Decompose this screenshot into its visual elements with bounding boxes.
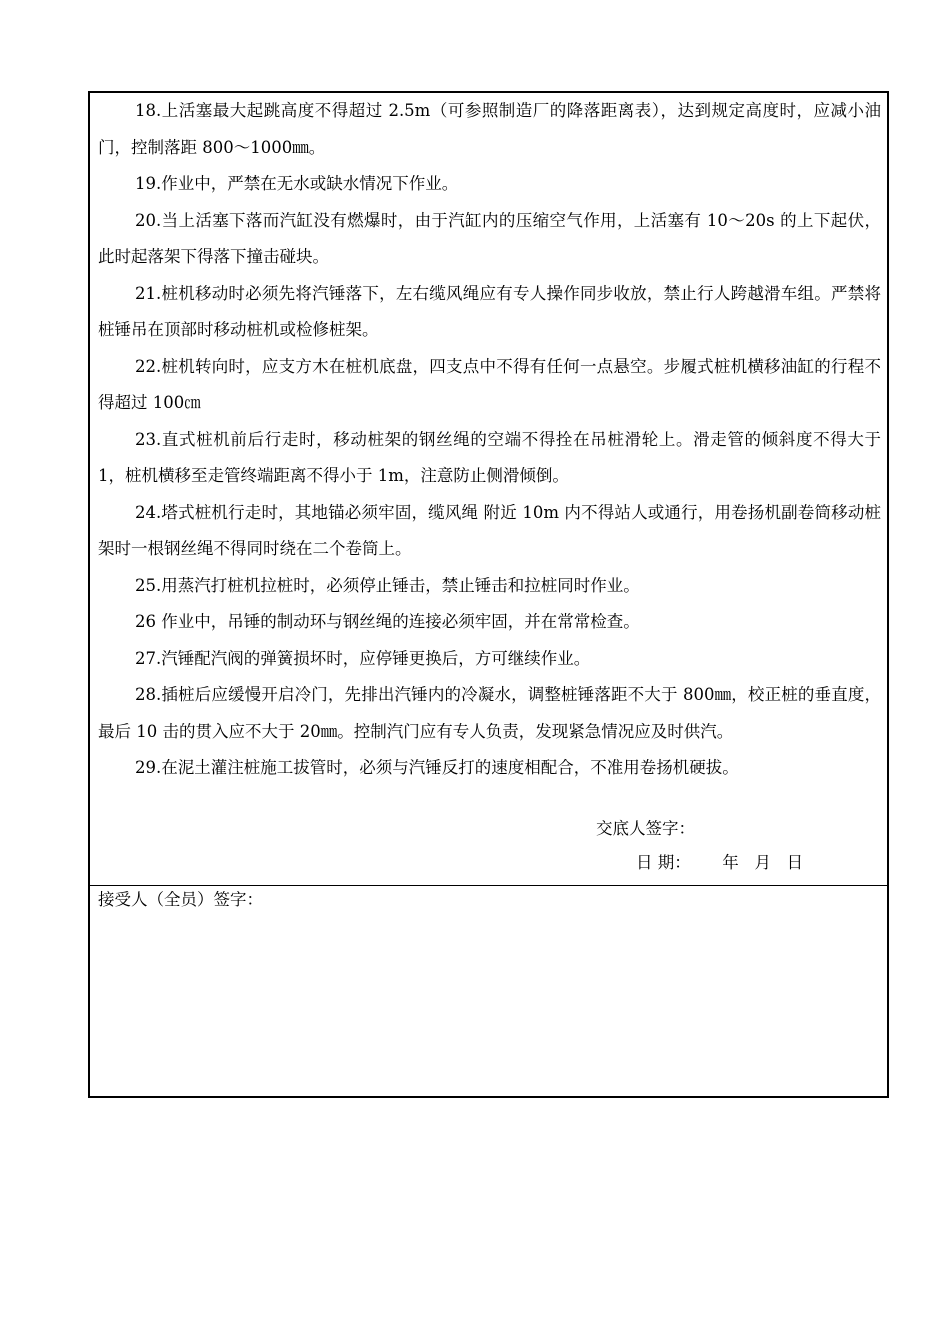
- disclosure-form: [88, 91, 889, 1098]
- safety-item-19: 19.作业中，严禁在无水或缺水情况下作业。: [135, 174, 459, 193]
- receiver-signature-label: 接受人（全员）签字：: [98, 890, 263, 909]
- safety-item-28: 28.插桩后应缓慢开启冷门，先排出汽锤内的冷凝水，调整桩锤落距不大于 800㎜，校正桩的垂直度，最后 10 击的贯入应不大于 20㎜。控制汽门应有专人负责，发现紧急情况应及时供汽。: [98, 685, 881, 741]
- safety-item-26: 26 作业中，吊锤的制动环与钢丝绳的连接必须牢固，并在常常检查。: [135, 612, 640, 631]
- safety-items-section: [90, 93, 887, 886]
- presenter-signature-label: 交底人签字：: [596, 819, 695, 838]
- safety-item-25: 25.用蒸汽打桩机拉桩时，必须停止锤击，禁止锤击和拉桩同时作业。: [135, 575, 640, 595]
- safety-items-list: [98, 93, 881, 787]
- safety-item-22: 22.桩机转向时，应支方木在桩机底盘，四支点中不得有任何一点悬空。步履式桩机横移油缸的行程不得超过 100㎝: [98, 356, 881, 412]
- receiver-signature-section: [90, 886, 887, 1096]
- safety-item-18: 18.上活塞最大起跳高度不得超过 2.5m（可参照制造厂的降落距离表），达到规定高度时，应减小油门，控制落距 800～1000㎜。: [98, 101, 881, 157]
- safety-item-24: 24.塔式桩机行走时，其地锚必须牢固，缆风绳 附近 10m 内不得站人或通行，用卷扬机副卷筒移动桩架时一根钢丝绳不得同时绕在二个卷筒上。: [98, 502, 881, 558]
- safety-item-23: 23.直式桩机前后行走时，移动桩架的钢丝绳的空端不得拴在吊桩滑轮上。滑走管的倾斜度不得大于 1，桩机横移至走管终端距离不得小于 1m，注意防止侧滑倾倒。: [98, 429, 881, 485]
- safety-item-20: 20.当上活塞下落而汽缸没有燃爆时，由于汽缸内的压缩空气作用，上活塞有 10～20s 的上下起伏，此时起落架下得落下撞击碰块。: [98, 210, 881, 266]
- safety-item-27: 27.汽锤配汽阀的弹簧损坏时，应停锤更换后，方可继续作业。: [135, 648, 591, 668]
- signature-date-label: 日 期： 年 月 日: [636, 853, 804, 872]
- safety-item-21: 21.桩机移动时必须先将汽锤落下，左右缆风绳应有专人操作同步收放，禁止行人跨越滑车组。严禁将桩锤吊在顶部时移动桩机或检修桩架。: [98, 283, 881, 339]
- safety-item-29: 29.在泥土灌注桩施工拔管时，必须与汽锤反打的速度相配合，不准用卷扬机硬拔。: [135, 758, 739, 777]
